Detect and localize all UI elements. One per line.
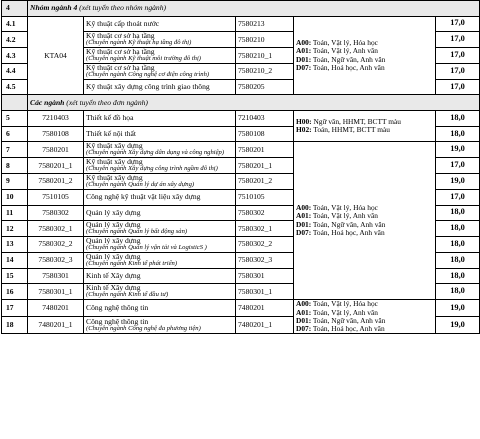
group-title-cell: [28, 1, 480, 17]
cutoff-score: 18,0: [436, 111, 480, 127]
major-specialization: (Chuyên ngành Công nghệ đa phương tiện): [86, 324, 201, 332]
row-index: 12: [2, 221, 28, 237]
major-name-cell: [84, 205, 236, 221]
major-name-cell: [84, 63, 236, 79]
major-code: 7510105: [236, 189, 294, 205]
major-name: Kỹ thuật xây dựng công trình giao thông: [86, 82, 210, 92]
major-specialization: (Chuyên ngành Kinh tế phát triển): [86, 259, 178, 267]
subject-combination: D01: Toán, Ngữ văn, Anh văn: [296, 54, 386, 64]
cutoff-score: 18,0: [436, 126, 480, 142]
cutoff-score: 18,0: [436, 268, 480, 284]
cutoff-score: 19,0: [436, 142, 480, 158]
subject-combination: D01: Toán, Ngữ văn, Anh văn: [296, 315, 386, 325]
cutoff-score: 18,0: [436, 205, 480, 221]
major-name: Kỹ thuật cơ sở hạ tầng: [86, 31, 155, 41]
admission-code: 7580302_3: [28, 252, 84, 268]
major-name-cell: [84, 16, 236, 32]
major-name-cell: [84, 48, 236, 64]
major-code: 7580108: [236, 126, 294, 142]
major-code: 7480201_1: [236, 317, 294, 334]
major-name-cell: [84, 221, 236, 237]
major-name-cell: [84, 158, 236, 174]
major-name: Thiết kế đồ họa: [86, 113, 134, 123]
major-name: Công nghệ thông tin: [86, 303, 149, 313]
group-title: Nhóm ngành 4: [30, 3, 78, 13]
major-code: 7580301_1: [236, 284, 294, 300]
admission-code: KTA04: [28, 16, 84, 95]
major-name: Công nghệ thông tin: [86, 316, 149, 326]
major-name: Kinh tế Xây dựng: [86, 271, 141, 281]
row-index: 14: [2, 252, 28, 268]
row-index: 4: [2, 1, 28, 17]
group-row: [2, 95, 480, 111]
row-index: 16: [2, 284, 28, 300]
subject-combination: A01: Toán, Vật lý, Anh văn: [296, 46, 378, 56]
admission-code: 7580302: [28, 205, 84, 221]
major-code: 7580210_1: [236, 48, 294, 64]
cutoff-score: 18,0: [436, 284, 480, 300]
cutoff-score: 19,0: [436, 317, 480, 334]
major-specialization: (Chuyên ngành Quản lý vận tải và LogisticS ): [86, 243, 207, 251]
admissions-table: [1, 0, 480, 334]
major-name-cell: [84, 174, 236, 190]
admission-code: 7480201: [28, 300, 84, 317]
cutoff-score: 17,0: [436, 32, 480, 48]
major-code: 7580205: [236, 79, 294, 95]
group-title-cell: [28, 95, 480, 111]
subject-combination: A01: Toán, Vật lý, Anh văn: [296, 307, 378, 317]
cutoff-score: 18,0: [436, 252, 480, 268]
cutoff-score: 17,0: [436, 189, 480, 205]
major-code: 7580210: [236, 32, 294, 48]
subject-combination: A00: Toán, Vật lý, Hóa học: [296, 37, 378, 47]
major-name-cell: [84, 126, 236, 142]
group-title: Các ngành: [30, 97, 65, 107]
major-name-cell: [84, 284, 236, 300]
subject-combination-cell: [294, 111, 436, 142]
major-name-cell: [84, 252, 236, 268]
major-name: Công nghệ kỹ thuật vật liệu xây dựng: [86, 192, 201, 202]
table-row: [2, 16, 480, 32]
major-name: Kỹ thuật xây dựng: [86, 141, 143, 151]
subject-combination: D07: Toán, Hoá học, Anh văn: [296, 62, 385, 72]
major-name-cell: [84, 142, 236, 158]
group-row: [2, 1, 480, 17]
cutoff-score: 19,0: [436, 300, 480, 317]
major-specialization: (Chuyên ngành Xây dựng công trình ngầm đô thị): [86, 165, 218, 173]
admission-code: 7480201_1: [28, 317, 84, 334]
major-name: Kinh tế Xây dựng: [86, 283, 141, 293]
subject-combination-cell: [294, 300, 436, 334]
row-index: 10: [2, 189, 28, 205]
cutoff-score: 19,0: [436, 174, 480, 190]
major-name-cell: [84, 111, 236, 127]
major-specialization: (Chuyên ngành Quản lý dự án xây dựng): [86, 180, 195, 188]
major-code: 7580210_2: [236, 63, 294, 79]
major-code: 7580213: [236, 16, 294, 32]
major-code: 7210403: [236, 111, 294, 127]
major-name: Quản lý xây dựng: [86, 207, 141, 217]
row-index: 7: [2, 142, 28, 158]
admission-code: 7510105: [28, 189, 84, 205]
cutoff-score: 17,0: [436, 16, 480, 32]
major-name: Kỹ thuật cơ sở hạ tầng: [86, 47, 155, 57]
major-name-cell: [84, 268, 236, 284]
major-code: 7580302_3: [236, 252, 294, 268]
major-name: Kỹ thuật xây dựng: [86, 157, 143, 167]
admission-code: 7580108: [28, 126, 84, 142]
cutoff-score: 18,0: [436, 221, 480, 237]
major-code: 7580302: [236, 205, 294, 221]
row-index: 8: [2, 158, 28, 174]
table-row: [2, 300, 480, 317]
major-code: 7580201_1: [236, 158, 294, 174]
row-index: 4.3: [2, 48, 28, 64]
subject-combination: A00: Toán, Vật lý, Hóa học: [296, 203, 378, 213]
major-name: Quản lý xây dựng: [86, 252, 141, 261]
admission-code: 7580301: [28, 268, 84, 284]
table-row: [2, 142, 480, 158]
major-code: 7580301: [236, 268, 294, 284]
cutoff-score: 17,0: [436, 48, 480, 64]
subject-combination: A01: Toán, Vật lý, Anh văn: [296, 211, 378, 221]
table-row: [2, 111, 480, 127]
major-specialization: (Chuyên ngành Kinh tế đầu tư): [86, 291, 169, 299]
major-code: 7580201: [236, 142, 294, 158]
row-index: 17: [2, 300, 28, 317]
major-specialization: (Chuyên ngành Kỹ thuật môi trường đô thị): [86, 55, 201, 63]
admission-code: 7580201: [28, 142, 84, 158]
row-index: [2, 95, 28, 111]
major-name-cell: [84, 32, 236, 48]
row-index: 4.4: [2, 63, 28, 79]
admission-code: 7580201_1: [28, 158, 84, 174]
row-index: 11: [2, 205, 28, 221]
row-index: 4.5: [2, 79, 28, 95]
row-index: 18: [2, 317, 28, 334]
major-name: Thiết kế nội thất: [86, 128, 136, 138]
row-index: 15: [2, 268, 28, 284]
admission-code: 7210403: [28, 111, 84, 127]
subject-combination-cell: [294, 142, 436, 300]
major-name-cell: [84, 317, 236, 334]
major-name-cell: [84, 236, 236, 252]
row-index: 9: [2, 174, 28, 190]
subject-combination-cell: [294, 16, 436, 95]
subject-combination: D07: Toán, Hoá học, Anh văn: [296, 228, 385, 238]
subject-combination: D01: Toán, Ngữ văn, Anh văn: [296, 219, 386, 229]
major-name: Kỹ thuật xây dựng: [86, 173, 143, 183]
subject-combination: A00: Toán, Vật lý, Hóa học: [296, 299, 378, 309]
major-name: Quản lý xây dựng: [86, 220, 141, 230]
cutoff-score: 17,0: [436, 79, 480, 95]
major-specialization: (Chuyên ngành Xây dựng dân dụng và công nghiệp): [86, 149, 225, 157]
admission-code: 7580302_2: [28, 236, 84, 252]
major-code: 7580201_2: [236, 174, 294, 190]
major-name-cell: [84, 79, 236, 95]
major-specialization: (Chuyên ngành Kỹ thuật hạ tầng đô thị): [86, 39, 192, 47]
major-specialization: (Chuyên ngành Công nghệ cơ điện công trình): [86, 70, 210, 78]
subject-combination: H02: Toán, HHMT, BCTT màu: [296, 125, 390, 135]
group-note: (xét tuyển theo đơn ngành): [64, 97, 148, 107]
row-index: 6: [2, 126, 28, 142]
major-name-cell: [84, 300, 236, 317]
major-name: Kỹ thuật cơ sở hạ tầng: [86, 63, 155, 72]
admission-code: 7580301_1: [28, 284, 84, 300]
subject-combination: H00: Ngữ văn, HHMT, BCTT màu: [296, 116, 401, 126]
cutoff-score: 17,0: [436, 63, 480, 79]
admission-code: 7580302_1: [28, 221, 84, 237]
row-index: 4.2: [2, 32, 28, 48]
table-body: [2, 1, 480, 334]
major-code: 7480201: [236, 300, 294, 317]
major-name-cell: [84, 189, 236, 205]
major-code: 7580302_1: [236, 221, 294, 237]
cutoff-score: 17,0: [436, 158, 480, 174]
major-specialization: (Chuyên ngành Quản lý bất động sản): [86, 228, 188, 236]
major-name: Kỹ thuật cấp thoát nước: [86, 18, 160, 28]
subject-combination: D07: Toán, Hoá học, Anh văn: [296, 324, 385, 334]
cutoff-score: 18,0: [436, 236, 480, 252]
admission-code: 7580201_2: [28, 174, 84, 190]
major-name: Quản lý xây dựng: [86, 236, 141, 245]
major-code: 7580302_2: [236, 236, 294, 252]
row-index: 5: [2, 111, 28, 127]
row-index: 4.1: [2, 16, 28, 32]
group-note: (xét tuyển theo nhóm ngành): [77, 3, 167, 13]
row-index: 13: [2, 236, 28, 252]
